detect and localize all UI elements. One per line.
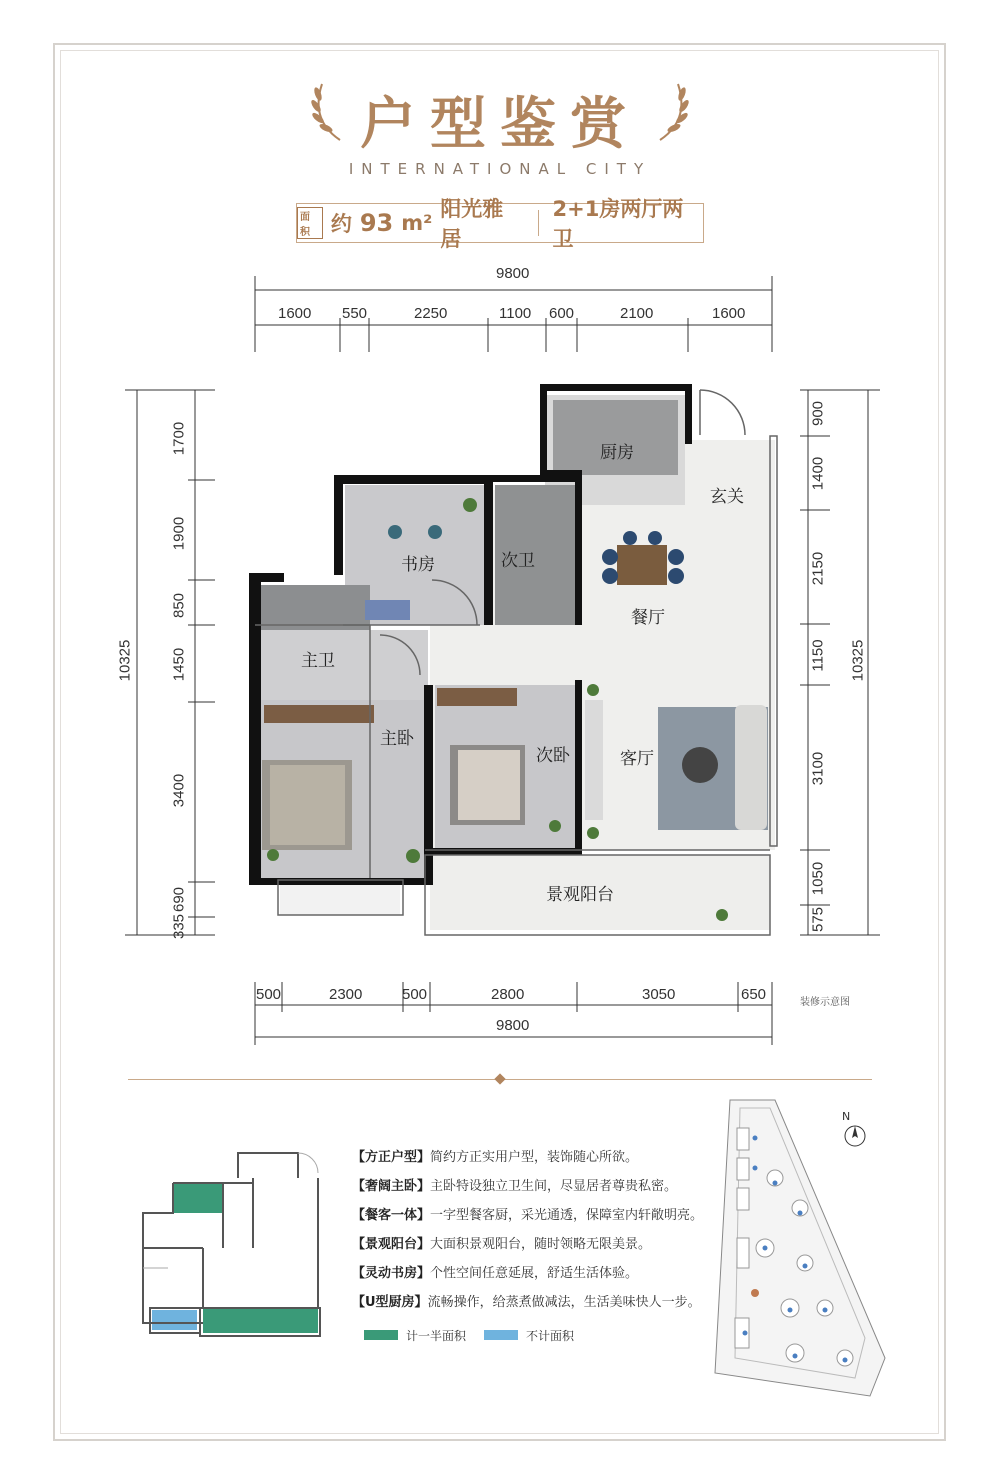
feature-6: 【U型厨房】流畅操作，给蒸煮做减法，生活美味快人一步。	[352, 1295, 701, 1310]
page-subtitle: INTERNATIONAL CITY	[348, 160, 652, 178]
render-note: 装修示意图	[800, 997, 850, 1008]
dim-top-total: 9800	[496, 265, 530, 282]
dim-right-seg-4: 1150	[809, 639, 827, 672]
area-value: 93	[359, 209, 394, 237]
room-kitchen: 厨房	[600, 443, 634, 463]
compass-north-label: N	[842, 1110, 851, 1123]
dim-bottom-seg-5: 3050	[642, 986, 676, 1003]
room-second-bath: 次卫	[501, 551, 535, 571]
dim-right-seg-2: 1400	[809, 456, 827, 491]
dim-bottom-seg-6: 650	[741, 986, 767, 1003]
feature-5: 【灵动书房】个性空间任意延展，舒适生活体验。	[352, 1266, 639, 1281]
area-unit: m²	[401, 211, 433, 235]
room-master-bed: 主卧	[380, 729, 414, 749]
room-master-bath: 主卫	[301, 651, 335, 671]
compass-icon	[843, 1124, 867, 1148]
room-balcony: 景观阳台	[546, 885, 614, 905]
dim-bottom-seg-2: 2300	[329, 986, 363, 1003]
area-tag: 面积	[297, 207, 323, 239]
dim-right-seg-3: 2150	[809, 551, 827, 586]
legend-label-none: 不计面积	[526, 1329, 575, 1343]
legend-swatch-none	[484, 1330, 518, 1340]
dim-left-seg-6: 690	[170, 886, 188, 913]
dim-right-total: 10325	[849, 639, 867, 682]
legend-swatch-half	[364, 1330, 398, 1340]
dim-left-seg-4: 1450	[170, 647, 188, 682]
dim-bottom-seg-3: 500	[402, 986, 428, 1003]
dim-bottom-seg-4: 2800	[491, 986, 525, 1003]
room-second-bed: 次卧	[536, 746, 570, 766]
dim-top-seg-7: 1600	[712, 305, 746, 322]
room-living: 客厅	[620, 749, 654, 769]
dim-top-seg-6: 2100	[620, 305, 654, 322]
feature-1: 【方正户型】简约方正实用户型，装饰随心所欲。	[352, 1150, 639, 1165]
dim-left-seg-7: 335	[170, 913, 188, 940]
dim-top-seg-3: 2250	[414, 305, 448, 322]
dim-right-seg-5: 3100	[809, 751, 827, 786]
feature-4: 【景观阳台】大面积景观阳台，随时领略无限美景。	[352, 1237, 652, 1252]
dim-bottom-seg-1: 500	[256, 986, 282, 1003]
area-prefix: 约	[330, 212, 352, 236]
dim-left-seg-2: 1900	[170, 516, 188, 551]
feature-3: 【餐客一体】一字型餐客厨，采光通透，保障室内轩敞明亮。	[352, 1208, 704, 1223]
unit-name: 阳光雅居	[440, 197, 504, 251]
dim-left-seg-5: 3400	[170, 773, 188, 808]
dim-left-seg-3: 850	[170, 592, 188, 619]
dim-bottom-total: 9800	[496, 1017, 530, 1034]
dim-left-total: 10325	[116, 639, 134, 682]
room-study: 书房	[401, 555, 435, 575]
dim-right-seg-6: 1050	[809, 861, 827, 896]
feature-2: 【奢阔主卧】主卧特设独立卫生间，尽显居者尊贵私密。	[352, 1179, 678, 1194]
dim-top-seg-2: 550	[342, 305, 368, 322]
dim-top-seg-5: 600	[549, 305, 575, 322]
dim-top-seg-1: 1600	[278, 305, 312, 322]
dim-right-seg-7: 575	[809, 906, 827, 933]
page-title: 户型鉴赏	[360, 91, 640, 157]
unit-layout: 2+1房两厅两卫	[552, 197, 684, 251]
mini-plan	[138, 1148, 328, 1343]
dim-right-seg-1: 900	[809, 400, 827, 427]
dim-top-seg-4: 1100	[499, 305, 532, 322]
dim-left-seg-1: 1700	[170, 421, 188, 456]
room-entry: 玄关	[710, 487, 744, 507]
legend-label-half: 计一半面积	[406, 1329, 467, 1343]
room-dining: 餐厅	[631, 608, 665, 628]
